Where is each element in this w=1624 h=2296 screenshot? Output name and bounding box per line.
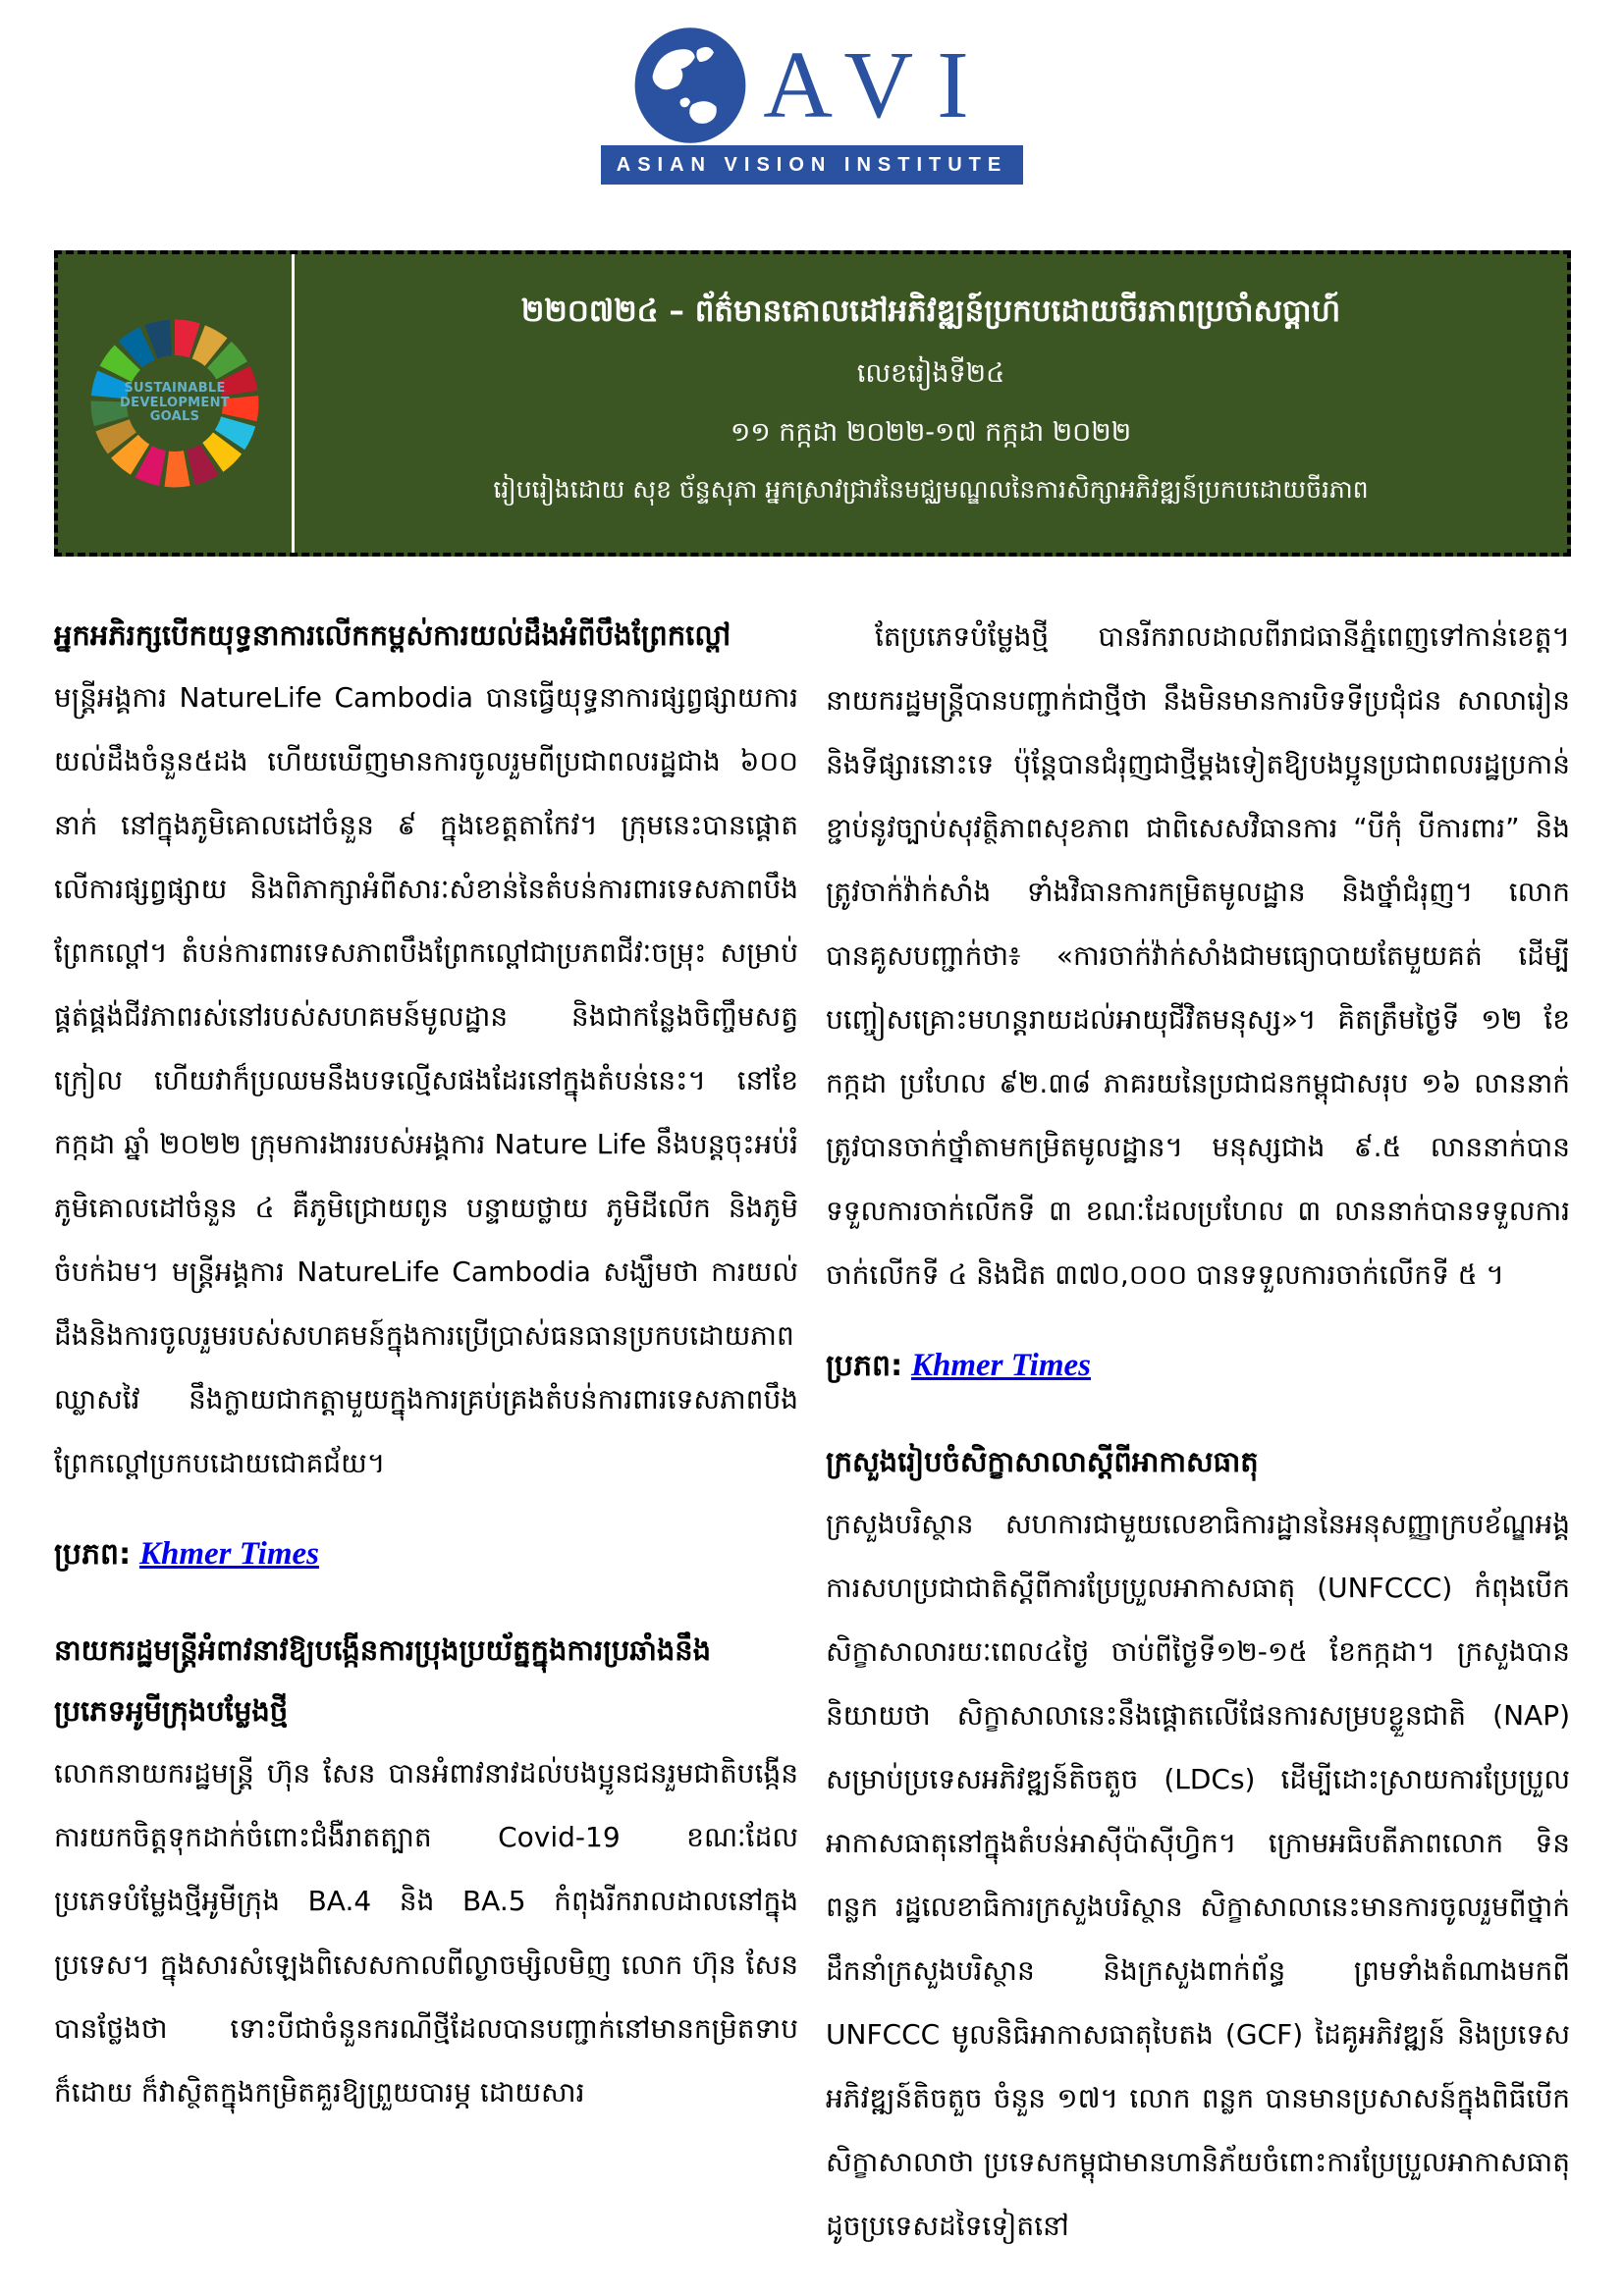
- article-1-heading: អ្នកអភិរក្សបើកយុទ្ធនាការលើកកម្ពស់ការយល់ដឹងអំពីបឹងព្រែកល្ពៅ: [54, 618, 731, 652]
- banner-text: [295, 254, 1567, 553]
- globe-icon: [631, 26, 749, 145]
- article-2-body-continued: តែប្រភេទបំម្លែងថ្មី បានរីករាលដាលពីរាជធានីភ្នំពេញទៅកាន់ខេត្ត។ នាយករដ្ឋមន្ត្រីបានបញ្ជាក់ជាថ្មីថា នឹងមិនមានការបិទទីប្រជុំជន សាលារៀន និងទីផ្សារនោះទេ ប៉ុន្តែបានជំរុញជាថ្មីម្តងទៀតឱ្យបងប្អូនប្រជាពលរដ្ឋប្រកាន់ខ្ជាប់នូវច្បាប់សុវត្ថិភាពសុខភាព ជាពិសេសវិធានការ “បីកុំ បីការពារ” និងត្រូវចាក់វ៉ាក់សាំង ទាំងវិធានការកម្រិតមូលដ្ឋាន និងថ្នាំជំរុញ។ លោកបានគូសបញ្ជាក់ថា៖ «ការចាក់វ៉ាក់សាំងជាមធ្យោបាយតែមួយគត់ ដើម្បីបញ្ចៀសគ្រោះមហន្តរាយដល់អាយុជីវិតមនុស្ស»។ គិតត្រឹមថ្ងៃទី ១២ ខែកក្កដា ប្រហែល ៩២.៣៨ ភាគរយនៃប្រជាជនកម្ពុជាសរុប ១៦ លាននាក់ត្រូវបានចាក់ថ្នាំតាមកម្រិតមូលដ្ឋាន។ មនុស្សជាង ៩.៥ លាននាក់បានទទួលការចាក់លើកទី ៣ ខណៈដែលប្រហែល ៣ លាននាក់បានទទួលការចាក់លើកទី ៤ និងជិត ៣៧០,០០០ បានទទួលការចាក់លើកទី ៥ ។: [826, 620, 1570, 1291]
- banner-title: ២២០៧២៤ – ព័ត៌មានគោលដៅអភិវឌ្ឍន៍ប្រកបដោយចីរភាពប្រចាំសប្តាហ៍: [520, 294, 1341, 329]
- source-label: ប្រភព:: [54, 1537, 132, 1572]
- banner-date-range: ១១ កក្កដា ២០២២-១៧ កក្កដា ២០២២: [730, 417, 1132, 448]
- article-3-heading: ក្រសួងរៀបចំសិក្ខាសាលាស្តីពីអាកាសធាតុ: [826, 1445, 1259, 1478]
- left-column: [54, 605, 798, 2258]
- sdg-logo-cell: [58, 254, 292, 553]
- article-columns: [54, 605, 1571, 2258]
- banner-issue-number: លេខរៀងទី២៤: [856, 358, 1005, 389]
- article-3-body: ក្រសួងបរិស្ថាន សហការជាមួយលេខាធិការដ្ឋាននៃអនុសញ្ញាក្របខ័ណ្ឌអង្គការសហប្រជាជាតិស្តីពីការប្រែប្រួលអាកាសធាតុ (UNFCCC) កំពុងបើកសិក្ខាសាលារយៈពេល៤ថ្ងៃ ចាប់ពីថ្ងៃទី១២-១៥ ខែកក្កដា។ ក្រសួងបាននិយាយថា សិក្ខាសាលានេះនឹងផ្តោតលើផែនការសម្របខ្លួនជាតិ (NAP) សម្រាប់ប្រទេសអភិវឌ្ឍន៍តិចតួច (LDCs) ដើម្បីដោះស្រាយការប្រែប្រួលអាកាសធាតុនៅក្នុងតំបន់អាស៊ីប៉ាស៊ីហ្វិក។ ក្រោមអធិបតីភាពលោក ទិន ពន្លក រដ្ឋលេខាធិការក្រសួងបរិស្ថាន សិក្ខាសាលានេះមានការចូលរួមពីថ្នាក់ដឹកនាំក្រសួងបរិស្ថាន និងក្រសួងពាក់ព័ន្ធ ព្រមទាំងតំណាងមកពី UNFCCC មូលនិធិអាកាសធាតុបៃតង (GCF) ដៃគូអភិវឌ្ឍន៍ និងប្រទេសអភិវឌ្ឍន៍តិចតួច ចំនួន ១៧។ លោក ពន្លក បានមានប្រសាសន៍ក្នុងពិធីបើកសិក្ខាសាលាថា ប្រទេសកម្ពុជាមានហានិភ័យចំពោះការប្រែប្រួលអាកាសធាតុដូចប្រទេសដទៃទៀតនៅ: [826, 1508, 1570, 2242]
- article-1-source: [54, 1522, 798, 1586]
- article-2-body: លោកនាយករដ្ឋមន្ត្រី ហ៊ុន សែន បានអំពាវនាវដល់បងប្អូនជនរួមជាតិបង្កើនការយកចិត្តទុកដាក់ចំពោះជំងឺរាតត្បាត Covid-19 ខណៈដែលប្រភេទបំម្លែងថ្មីអូមីក្រុង BA.4 និង BA.5 កំពុងរីករាលដាលនៅក្នុងប្រទេស។ ក្នុងសារសំឡេងពិសេសកាលពីល្ងាចម្សិលមិញ លោក ហ៊ុន សែន បានថ្លែងថា ទោះបីជាចំនួនករណីថ្មីដែលបានបញ្ជាក់នៅមានកម្រិតទាបក៏ដោយ ក៏វាស្ថិតក្នុងកម្រិតគួរឱ្យព្រួយបារម្ភ ដោយសារ: [54, 1757, 798, 2109]
- avi-logo: [631, 26, 993, 145]
- article-1-body: មន្ត្រីអង្គការ NatureLife Cambodia បានធ្វើយុទ្ធនាការផ្សព្វផ្សាយការយល់ដឹងចំនួន៥ដង ហើយឃើញមានការចូលរួមពីប្រជាពលរដ្ឋជាង ៦០០ នាក់ នៅក្នុងភូមិគោលដៅចំនួន ៩ ក្នុងខេត្តតាកែវ។ ក្រុមនេះបានផ្តោតលើការផ្សព្វផ្សាយ និងពិភាក្សាអំពីសារៈសំខាន់នៃតំបន់ការពារទេសភាពបឹងព្រែកល្ពៅ។ តំបន់ការពារទេសភាពបឹងព្រែកល្ពៅជាប្រភពជីវៈចម្រុះ សម្រាប់ផ្គត់ផ្គង់ជីវភាពរស់នៅរបស់សហគមន៍មូលដ្ឋាន និងជាកន្លែងចិញ្ចឹមសត្វក្រៀល ហើយវាក៏ប្រឈមនឹងបទល្មើសផងដែរនៅក្នុងតំបន់នេះ។ នៅខែកក្កដា ឆ្នាំ ២០២២ ក្រុមការងាររបស់អង្គការ Nature Life នឹងបន្តចុះអប់រំភូមិគោលដៅចំនួន ៤ គឺភូមិជ្រោយពូន បន្ទាយថ្លាយ ភូមិដីលើក និងភូមិចំបក់ឯម។ មន្ត្រីអង្គការ NatureLife Cambodia សង្ឃឹមថា ការយល់ដឹងនិងការចូលរួមរបស់សហគមន៍ក្នុងការប្រើប្រាស់ធនធានប្រកបដោយភាពឈ្លាសវៃ នឹងក្លាយជាកត្តាមួយក្នុងការគ្រប់គ្រងតំបន់ការពារទេសភាពបឹងព្រែកល្ពៅប្រកបដោយជោគជ័យ។: [54, 681, 798, 1479]
- avi-logo-subtitle: ASIAN VISION INSTITUTE: [601, 145, 1023, 185]
- header: [0, 26, 1624, 185]
- source-label: ប្រភព:: [826, 1349, 903, 1383]
- right-column: [826, 605, 1570, 2258]
- sdg-logo-label: SUSTAINABLE DEVELOPMENT GOALS: [120, 381, 230, 425]
- source-link-khmer-times[interactable]: Khmer Times: [138, 1536, 319, 1572]
- avi-logo-text: AVI: [763, 32, 993, 138]
- article-2-source: [826, 1334, 1570, 1398]
- sdg-logo: [81, 309, 269, 498]
- source-link-khmer-times[interactable]: Khmer Times: [910, 1348, 1091, 1383]
- article-2-heading: នាយករដ្ឋមន្ត្រីអំពាវនាវឱ្យបង្កើនការប្រុងប្រយ័ត្នក្នុងការប្រឆាំងនឹងប្រភេទអូមីក្រុងបម្លែងថ្មី: [54, 1633, 712, 1728]
- banner-byline: រៀបរៀងដោយ សុខ ច័ន្ទសុភា អ្នកស្រាវជ្រាវនៃមជ្ឈមណ្ឌលនៃការសិក្សាអភិវឌ្ឍន៍ប្រកបដោយចីរភាព: [493, 475, 1369, 504]
- issue-banner: [54, 250, 1571, 557]
